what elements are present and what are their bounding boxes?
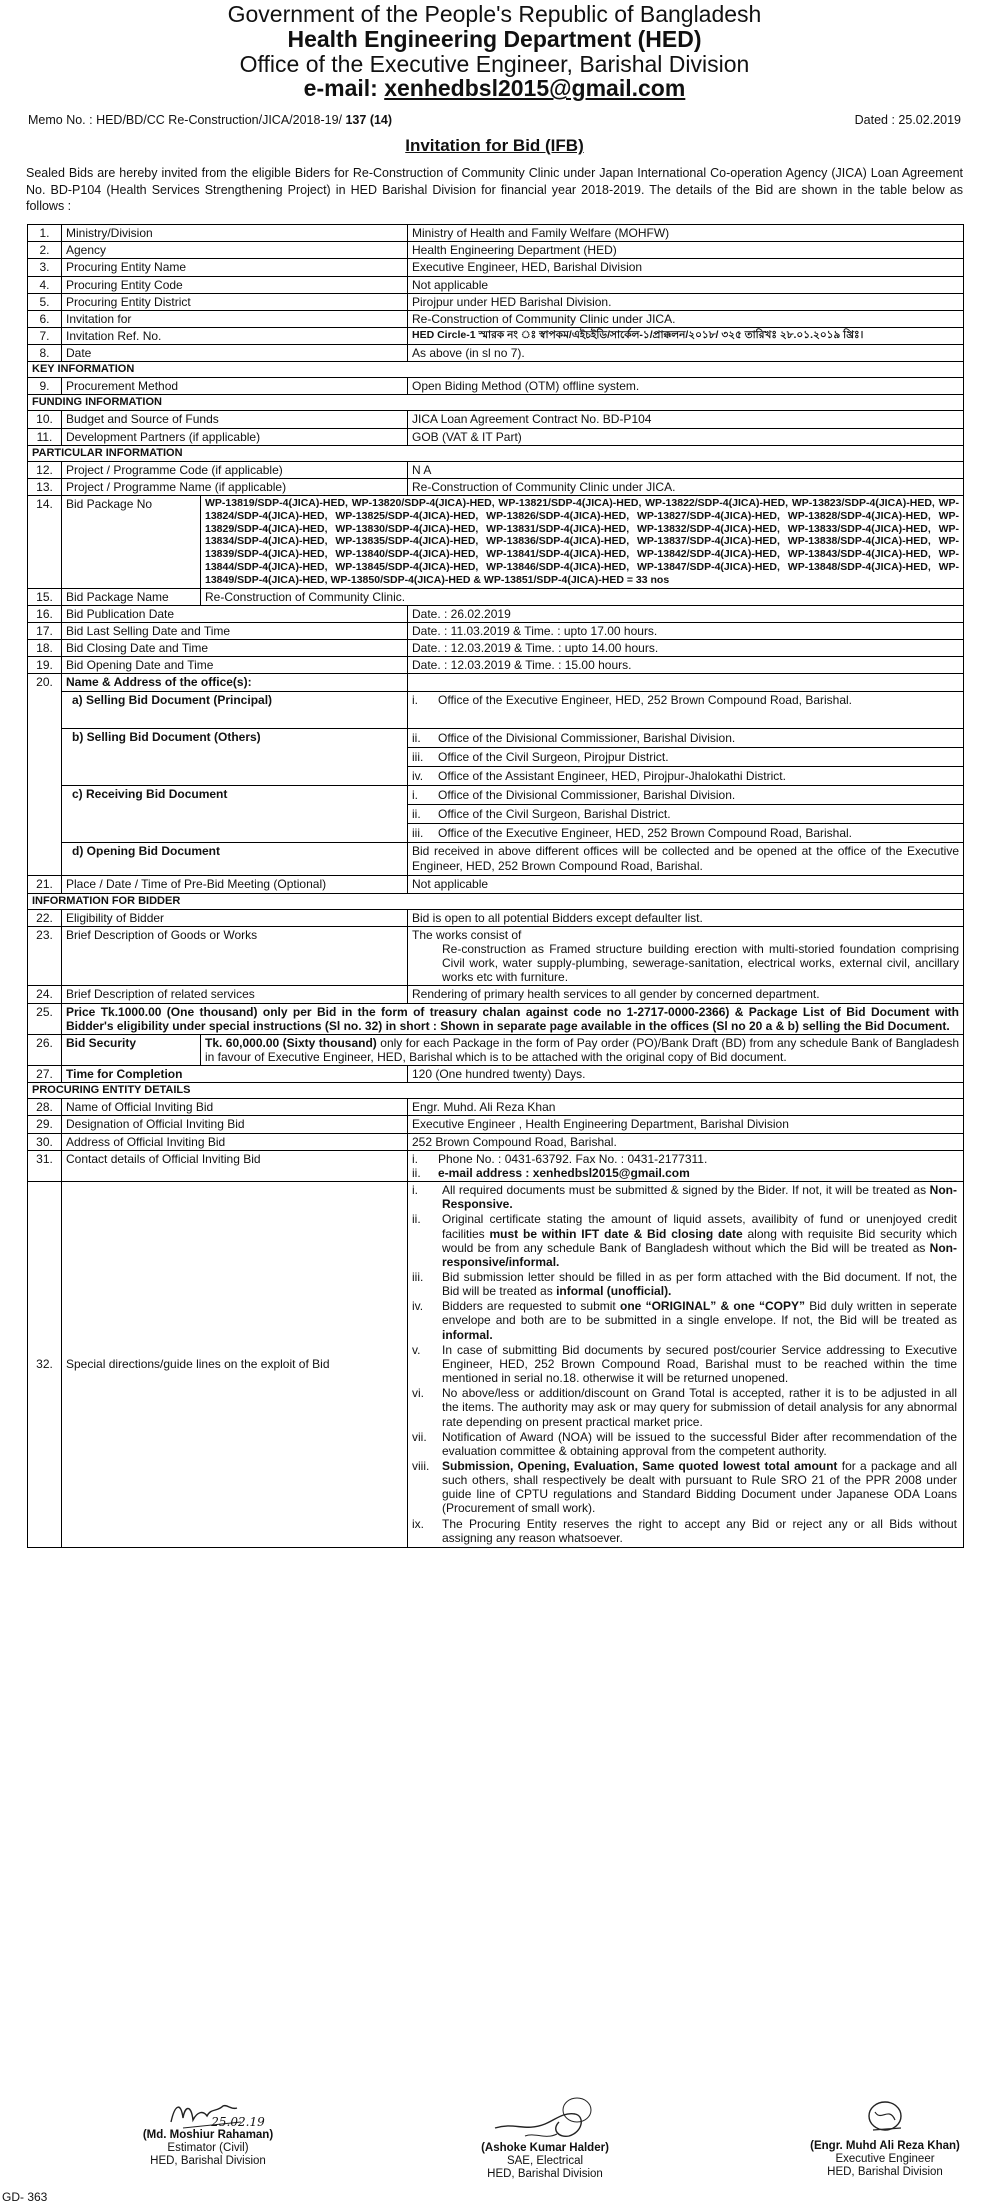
list-text: Office of the Divisional Commissioner, Barishal Division. (438, 730, 736, 745)
direction-text: Bid duly written in seperate envelope and both are to be submitted in a single envelope. If not, the Bid will be treated as (442, 1299, 957, 1328)
list-marker: i. (412, 787, 418, 802)
row-number: 24. (28, 986, 62, 1003)
table-row (28, 225, 964, 242)
handwritten-signature-icon (485, 2092, 605, 2146)
signatory-name: (Md. Moshiur Rahaman) (142, 2129, 274, 2142)
row-value: N A (408, 461, 964, 478)
special-directions (408, 1182, 964, 1548)
table-row (28, 622, 964, 639)
direction-text: Notification of Award (NOA) will be issued to the successful Bider after recommendation of the evaluation committee & obtaining approval from the competent authority. (442, 1429, 957, 1458)
ifb-table (27, 224, 964, 1548)
list-marker: iii. (412, 826, 424, 841)
signatory-name: (Engr. Muhd Ali Reza Khan) (810, 2140, 960, 2152)
section-particular-information: PARTICULAR INFORMATION (28, 445, 964, 461)
memo-date: Dated : 25.02.2019 (854, 113, 961, 128)
row-number: 10. (28, 411, 62, 428)
row-value: As above (in sl no 7). (408, 345, 964, 362)
row-label: Bid Publication Date (62, 605, 408, 622)
selling-principal-label: a) Selling Bid Document (Principal) (62, 691, 408, 728)
bid-package-list: WP-13819/SDP-4(JICA)-HED, WP-13820/SDP-4(JICA)-HED, WP-13821/SDP-4(JICA)-HED, WP-13822/SDP-4(JICA)-HED, WP-13823/SDP-4(JICA)-HED, WP-13824/SDP-4(JICA)-HED, WP-13825/SDP-4(JICA)-HED, WP-13826/SDP-4(JICA)-HED, WP-13827/SDP-4(JICA)-HED, WP-13828/SDP-4(JICA)-HED, WP-13829/SDP-4(JICA)-HED, WP-13830/SDP-4(JICA)-HED, WP-13831/SDP-4(JICA)-HED, WP-13832/SDP-4(JICA)-HED, WP-13833/SDP-4(JICA)-HED, WP-13834/SDP-4(JICA)-HED, WP-13835/SDP-4(JICA)-HED, WP-13836/SDP-4(JICA)-HED, WP-13837/SDP-4(JICA)-HED, WP-13838/SDP-4(JICA)-HED, WP-13839/SDP-4(JICA)-HED, WP-13840/SDP-4(JICA)-HED, WP-13841/SDP-4(JICA)-HED, WP-13842/SDP-4(JICA)-HED, WP-13843/SDP-4(JICA)-HED, WP-13844/SDP-4(JICA)-HED, WP-13845/SDP-4(JICA)-HED, WP-13846/SDP-4(JICA)-HED, WP-13847/SDP-4(JICA)-HED, WP-13848/SDP-4(JICA)-HED, WP-13849/SDP-4(JICA)-HED, WP-13850/SDP-4(JICA)-HED & WP-13851/SDP-4(JICA)-HED = 33 nos (205, 497, 959, 586)
row-number: 6. (28, 310, 62, 327)
receiving-label: c) Receiving Bid Document (62, 785, 408, 842)
table-row (28, 1133, 964, 1150)
row-value (408, 926, 964, 986)
row-value: Open Biding Method (OTM) offline system. (408, 378, 964, 395)
row-label: Bid Opening Date and Time (62, 657, 408, 674)
row-number: 17. (28, 622, 62, 639)
table-row (28, 876, 964, 893)
list-text: Office of the Divisional Commissioner, Barishal Division. (438, 787, 736, 802)
row-value: Health Engineering Department (HED) (408, 242, 964, 259)
list-marker: iii. (412, 749, 424, 764)
direction-text: Bid submission letter should be filled in as per form attached with the Bid document. If not, the Bid will be treated as (442, 1269, 957, 1299)
table-row (28, 1099, 964, 1116)
list-item (412, 1386, 957, 1428)
row-label: Project / Programme Name (if applicable) (62, 478, 408, 495)
list-item (408, 767, 963, 785)
row-value: Ministry of Health and Family Welfare (MOHFW) (408, 225, 964, 242)
table-row (28, 428, 964, 445)
row-value: 252 Brown Compound Road, Barishal. (408, 1133, 964, 1150)
office-title: Office of the Executive Engineer, Barishal Division (239, 50, 750, 77)
table-row (28, 345, 964, 362)
list-marker: iii. (412, 1269, 424, 1284)
row-label: Brief Description of Goods or Works (62, 926, 408, 986)
row-number: 8. (28, 345, 62, 362)
row-label: Ministry/Division (62, 225, 408, 242)
table-row (28, 276, 964, 293)
bid-package-cell (62, 496, 964, 589)
list-text: Office of the Civil Surgeon, Pirojpur District. (438, 749, 669, 764)
receiving-value (408, 785, 964, 842)
row-label: Bid Security (62, 1035, 201, 1065)
table-row (28, 986, 964, 1003)
row-value: Executive Engineer, HED, Barishal Division (408, 259, 964, 276)
row-number: 29. (28, 1116, 62, 1133)
table-row (28, 1034, 964, 1065)
email-address: xenhedbsl2015@gmail.com (384, 75, 686, 102)
table-row (28, 461, 964, 478)
direction-text: In case of submitting Bid documents by secured post/courier Service addressing to Executive Engineer, HED, 252 Brown Compound Road, Barishal must to be reached within the time mentioned in serial no.18. otherwise it will be returned unopened. (442, 1342, 957, 1386)
row-label: Brief Description of related services (62, 986, 408, 1003)
row-number: 2. (28, 242, 62, 259)
row-value: Engr. Muhd. Ali Reza Khan (408, 1099, 964, 1116)
list-marker: vii. (412, 1429, 427, 1444)
direction-bold: must be within IFT date & Bid closing date (489, 1226, 743, 1241)
table-row (28, 640, 964, 657)
memo-number (28, 113, 392, 127)
row-label: Project / Programme Code (if applicable) (62, 461, 408, 478)
row-number: 18. (28, 640, 62, 657)
section-header (28, 445, 964, 461)
row-label: Procurement Method (62, 378, 408, 395)
works-intro: The works consist of (412, 927, 522, 942)
list-marker: vi. (412, 1386, 424, 1401)
opening-value: Bid received in above different offices will be collected and be opened at the office of the Executive Engineer, HED, 252 Brown Compound Road, Barishal. (408, 843, 964, 876)
section-header (28, 893, 964, 909)
bid-security-amount: Tk. 60,000.00 (Sixty thousand) (205, 1035, 377, 1050)
row-value: Bid is open to all potential Bidders except defaulter list. (408, 909, 964, 926)
handwritten-signature-icon (845, 2092, 925, 2140)
signature-date: 25.02.19 (211, 2115, 265, 2129)
row-value: Executive Engineer , Health Engineering Department, Barishal Division (408, 1116, 964, 1133)
row-value: 120 (One hundred twenty) Days. (408, 1066, 964, 1083)
row-number: 15. (28, 588, 62, 605)
selling-principal-value (408, 691, 964, 728)
email-label: e-mail: (303, 75, 378, 102)
selling-others-label: b) Selling Bid Document (Others) (62, 728, 408, 785)
signature-sae (455, 2092, 635, 2181)
section-header (28, 395, 964, 411)
table-row (28, 1150, 964, 1181)
row-label: Place / Date / Time of Pre-Bid Meeting (Optional) (62, 876, 408, 893)
section-procuring-entity-details: PROCURING ENTITY DETAILS (28, 1083, 964, 1099)
bid-price-value: Price Tk.1000.00 (One thousand) only per Bid in the form of treasury chalan against code no 1-2717-0000-2366) & Package List of Bid Document with Bidder's eligibility under special instructions (Sl no. 32) in short : Shown in separate page available in the offices (Sl no 20 a & b) selling the Bid Document. (62, 1003, 964, 1034)
list-marker: ii. (412, 1212, 421, 1227)
table-row (28, 785, 964, 842)
row-label: Procuring Entity Name (62, 259, 408, 276)
table-row (28, 293, 964, 310)
row-number: 20. (28, 674, 62, 876)
direction-bold: Submission, Opening, Evaluation, Same quoted lowest total amount (442, 1459, 838, 1474)
list-item (412, 1299, 957, 1341)
table-row (28, 310, 964, 327)
list-item (408, 824, 963, 842)
table-row (28, 728, 964, 785)
table-row (28, 909, 964, 926)
signatory-office: HED, Barishal Division (827, 2165, 943, 2178)
direction-text: Bidders are requested to submit (442, 1299, 620, 1314)
direction-text: All required documents must be submitted & signed by the Bider. If not, it will be treated as (442, 1183, 930, 1198)
table-row (28, 378, 964, 395)
selling-others-value (408, 728, 964, 785)
list-marker: ix. (412, 1516, 424, 1531)
row-label: Time for Completion (62, 1066, 408, 1083)
signatory-title: SAE, Electrical (506, 2154, 584, 2167)
signatory-title: Estimator (Civil) (167, 2142, 249, 2155)
list-item (408, 729, 963, 748)
direction-text: The Procuring Entity reserves the right to accept any Bid or reject any or all Bids without assigning any reason whatsoever. (442, 1516, 957, 1545)
section-header (28, 362, 964, 378)
row-number: 31. (28, 1150, 62, 1181)
list-item (412, 1459, 957, 1516)
row-number: 7. (28, 328, 62, 345)
row-label: Invitation for (62, 310, 408, 327)
table-row (28, 605, 964, 622)
row-value: Re-Construction of Community Clinic under JICA. (408, 310, 964, 327)
row-number: 9. (28, 378, 62, 395)
row-number: 16. (28, 605, 62, 622)
phone-fax: Phone No. : 0431-63792. Fax No. : 0431-2177311. (438, 1151, 708, 1166)
row-number: 27. (28, 1066, 62, 1083)
direction-text: along with requisite Bid security which would be from any schedule Bank of Bangladesh without which the Bid will be treated as (442, 1226, 957, 1255)
list-item (412, 1212, 957, 1269)
row-value: Date. : 11.03.2019 & Time. : upto 17.00 hours. (408, 622, 964, 639)
row-label: Bid Package No (62, 496, 201, 588)
section-header (28, 1083, 964, 1099)
direction-bold: informal. (442, 1327, 493, 1342)
table-row (28, 843, 964, 876)
footer-code: GD- 363 (2, 2190, 48, 2204)
bid-package-name-cell (62, 588, 964, 605)
table-row (28, 478, 964, 495)
table-row (28, 411, 964, 428)
signature-block (0, 2092, 989, 2204)
row-number: 11. (28, 428, 62, 445)
table-row (28, 1003, 964, 1034)
row-label: Address of Official Inviting Bid (62, 1133, 408, 1150)
row-value: Re-Construction of Community Clinic. (205, 589, 406, 604)
list-marker: ii. (412, 807, 421, 822)
list-text: Office of the Assistant Engineer, HED, Pirojpur-Jhalokathi District. (438, 768, 786, 783)
row-value: Date. : 26.02.2019 (408, 605, 964, 622)
list-marker: iv. (412, 1299, 424, 1314)
row-value-empty (408, 674, 964, 691)
table-row (28, 588, 964, 605)
row-number: 21. (28, 876, 62, 893)
list-item (408, 786, 963, 805)
row-label: Bid Last Selling Date and Time (62, 622, 408, 639)
memo-line (28, 113, 961, 127)
section-funding-information: FUNDING INFORMATION (28, 395, 964, 411)
document-title: Invitation for Bid (IFB) (405, 136, 584, 156)
row-label: Agency (62, 242, 408, 259)
row-number: 1. (28, 225, 62, 242)
row-number: 25. (28, 1003, 62, 1034)
row-label: Budget and Source of Funds (62, 411, 408, 428)
row-label: Contact details of Official Inviting Bid (62, 1150, 408, 1181)
row-label: Development Partners (if applicable) (62, 428, 408, 445)
government-title: Government of the People's Republic of Bangladesh (227, 1, 762, 27)
table-row (28, 1066, 964, 1083)
list-item (412, 693, 959, 707)
row-number: 30. (28, 1133, 62, 1150)
bid-security-text: only for each Package in the form of Pay order (PO)/Bank Draft (BD) from any schedule Bank of Bangladesh in favour of Executive Engineer, HED, Barishal which is to be attached with the original copy of Bid document. (205, 1035, 959, 1064)
table-row (28, 496, 964, 589)
table-row (28, 328, 964, 345)
signature-executive-engineer (790, 2092, 980, 2179)
list-text: Office of the Executive Engineer, HED, 252 Brown Compound Road, Barishal. (438, 692, 853, 707)
row-label: Special directions/guide lines on the exploit of Bid (62, 1182, 408, 1548)
department-title: Health Engineering Department (HED) (287, 25, 702, 52)
table-row (28, 674, 964, 691)
direction-text: for a package and all such others, shall respectively be dealt with pursuant to Rule SRO 21 of the PPR 2008 under guide line of CPTU regulations and Standard Bidding Document under Japanese ODA Loans (Procurement of small work). (442, 1459, 957, 1516)
list-item (412, 1517, 957, 1545)
list-marker: viii. (412, 1459, 430, 1474)
signature-estimator (118, 2092, 298, 2168)
table-row (28, 1116, 964, 1133)
row-label: Name of Official Inviting Bid (62, 1099, 408, 1116)
row-value: Re-Construction of Community Clinic under JICA. (408, 478, 964, 495)
table-row (28, 242, 964, 259)
memo-serial: 137 (14) (345, 113, 393, 128)
row-value: Pirojpur under HED Barishal Division. (408, 293, 964, 310)
list-marker: i. (412, 1183, 418, 1198)
section-information-for-bidder: INFORMATION FOR BIDDER (28, 893, 964, 909)
letterhead (0, 0, 989, 101)
contact-email: e-mail address : xenhedbsl2015@gmail.com (438, 1165, 690, 1180)
row-value: Date. : 12.03.2019 & Time. : upto 14.00 hours. (408, 640, 964, 657)
bid-security-value (201, 1035, 963, 1065)
list-item (412, 1166, 959, 1180)
row-number: 5. (28, 293, 62, 310)
row-number: 19. (28, 657, 62, 674)
row-value: Date. : 12.03.2019 & Time. : 15.00 hours. (408, 657, 964, 674)
list-item (408, 805, 963, 824)
row-number: 3. (28, 259, 62, 276)
signatory-name: (Ashoke Kumar Halder) (481, 2142, 609, 2154)
direction-bold: Non-responsive/informal. (442, 1240, 957, 1269)
row-number: 13. (28, 478, 62, 495)
table-row (28, 926, 964, 986)
signatory-title: Executive Engineer (835, 2152, 935, 2165)
list-marker: ii. (412, 1165, 421, 1180)
direction-text: Original certificate stating the amount of liquid assets, availibity of fund or unenjoyed credit facilities (442, 1212, 957, 1241)
list-item (408, 748, 963, 767)
row-number: 22. (28, 909, 62, 926)
direction-text: No above/less or addition/discount on Grand Total is accepted, rather it is to be adjusted in all the items. The authority may ask or may query for submission of detail analysis for any abnormal rate depending on present practical market price. (442, 1386, 957, 1429)
row-label: Date (62, 345, 408, 362)
row-number: 28. (28, 1099, 62, 1116)
list-item (412, 1270, 957, 1298)
list-marker: v. (412, 1342, 421, 1357)
row-value: Rendering of primary health services to all gender by concerned department. (408, 986, 964, 1003)
list-item (412, 1430, 957, 1458)
list-marker: i. (412, 1151, 418, 1166)
row-label: Bid Package Name (62, 589, 201, 605)
works-description: Re-construction as Framed structure building erection with multi-storied foundation comprising Civil work, water supply-plumbing, sewerage-sanitation, electrical works, external civil, ancillary works etc with furniture. (442, 941, 959, 985)
row-value: GOB (VAT & IT Part) (408, 428, 964, 445)
intro-paragraph: Sealed Bids are hereby invited from the eligible Biders for Re-Construction of Community Clinic under Japan International Co-operation Agency (JICA) Loan Agreement No. BD-P104 (Health Services Strengthening Project) in HED Barishal Division for financial year 2018-2019. The details of the Bid are shown in the table below as follows : (26, 166, 963, 213)
row-label: Invitation Ref. No. (62, 328, 408, 345)
bid-security-cell (62, 1034, 964, 1065)
row-number: 23. (28, 926, 62, 986)
row-number: 4. (28, 276, 62, 293)
row-value: Not applicable (408, 876, 964, 893)
row-number: 12. (28, 461, 62, 478)
row-number: 32. (28, 1182, 62, 1548)
list-marker: iv. (412, 768, 424, 783)
table-row (28, 1182, 964, 1548)
direction-bold: one “ORIGINAL” & one “COPY” (620, 1299, 805, 1314)
direction-bold: Non-Responsive. (442, 1183, 957, 1212)
row-label: Eligibility of Bidder (62, 909, 408, 926)
table-row (28, 259, 964, 276)
table-row (28, 691, 964, 728)
row-label: Procuring Entity Code (62, 276, 408, 293)
email-line (0, 76, 989, 101)
list-text: Office of the Executive Engineer, HED, 252 Brown Compound Road, Barishal. (438, 826, 853, 841)
row-value: JICA Loan Agreement Contract No. BD-P104 (408, 411, 964, 428)
list-marker: i. (412, 692, 418, 707)
section-key-information: KEY INFORMATION (28, 362, 964, 378)
invitation-ref-value: HED Circle-1 স্মারক নং ঃ স্বাপকম/এইচইডি/সার্কেল-১/প্রাক্কলন/২০১৮/ ৩২৫ তারিখঃ ২৮.০১.২০১৯ খ্রিঃ। (408, 328, 964, 345)
contact-value (408, 1150, 964, 1181)
table-row (28, 657, 964, 674)
row-number: 26. (28, 1034, 62, 1065)
opening-label: d) Opening Bid Document (62, 843, 408, 876)
list-text: Office of the Civil Surgeon, Barishal District. (438, 807, 671, 822)
row-label: Name & Address of the office(s): (62, 674, 408, 691)
memo-prefix: Memo No. : HED/BD/CC Re-Construction/JICA/2018-19/ (28, 113, 342, 128)
direction-bold: informal (unofficial). (556, 1284, 672, 1299)
signatory-office: HED, Barishal Division (150, 2155, 266, 2168)
row-value: Not applicable (408, 276, 964, 293)
list-item (412, 1343, 957, 1385)
row-label: Bid Closing Date and Time (62, 640, 408, 657)
row-label: Procuring Entity District (62, 293, 408, 310)
list-marker: ii. (412, 730, 421, 745)
signatory-office: HED, Barishal Division (487, 2167, 603, 2180)
list-item (412, 1183, 957, 1211)
row-number: 14. (28, 496, 62, 589)
list-item (412, 1152, 959, 1166)
row-label: Designation of Official Inviting Bid (62, 1116, 408, 1133)
